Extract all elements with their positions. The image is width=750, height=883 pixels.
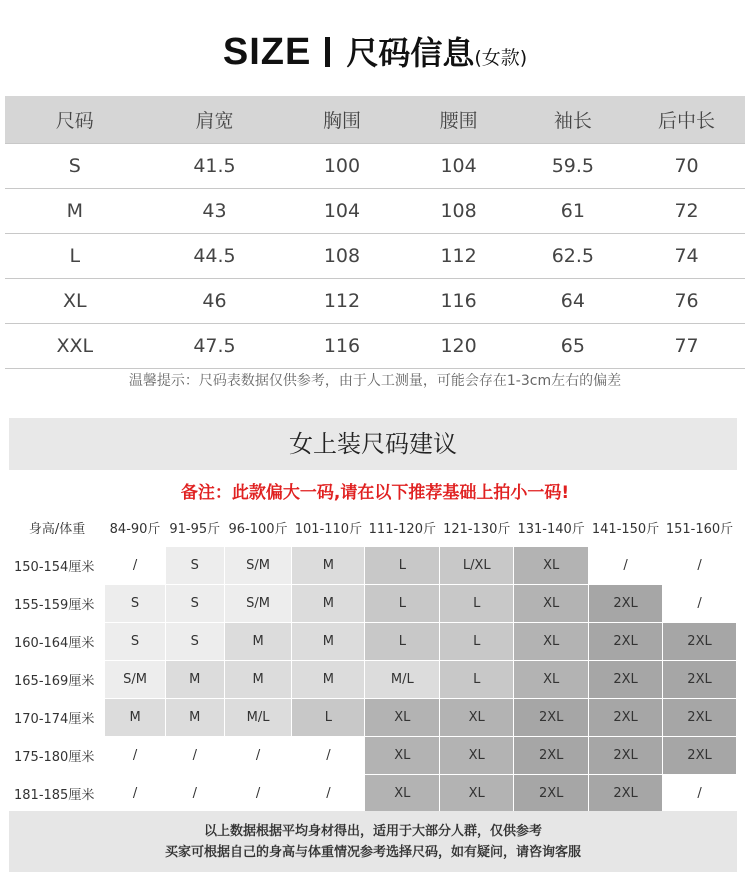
recommend-cell: 2XL xyxy=(589,775,663,813)
size-table-cell: 64 xyxy=(518,279,628,324)
size-table-cell: 47.5 xyxy=(145,324,285,369)
recommend-cell: / xyxy=(224,775,292,813)
recommend-header-row xyxy=(10,509,737,547)
size-table-row xyxy=(5,324,745,369)
recommend-cell: XL xyxy=(440,775,514,813)
recommend-cell: L xyxy=(440,585,514,623)
recommend-cell: XL xyxy=(440,699,514,737)
size-header-chest: 胸围 xyxy=(284,96,399,144)
height-label: 150-154厘米 xyxy=(10,547,105,585)
height-label: 160-164厘米 xyxy=(10,623,105,661)
height-label: 165-169厘米 xyxy=(10,661,105,699)
size-table-cell: L xyxy=(5,234,145,279)
recommend-cell: M xyxy=(292,661,365,699)
recommend-cell: L xyxy=(292,699,365,737)
recommend-row xyxy=(10,737,737,775)
footer-note xyxy=(9,811,737,872)
page-title xyxy=(0,28,750,74)
recommend-cell: / xyxy=(105,737,166,775)
size-header-back-length: 后中长 xyxy=(628,96,745,144)
recommend-corner-header: 身高/体重 xyxy=(10,509,105,547)
size-table-cell: 70 xyxy=(628,144,745,189)
recommend-cell: 2XL xyxy=(663,661,737,699)
recommend-cell: L xyxy=(440,661,514,699)
recommend-cell: S xyxy=(165,623,224,661)
size-table-row xyxy=(5,144,745,189)
recommend-cell: / xyxy=(589,547,663,585)
weight-header: 151-160斤 xyxy=(663,509,737,547)
recommend-cell: M xyxy=(224,623,292,661)
recommend-row xyxy=(10,775,737,813)
size-table-cell: XL xyxy=(5,279,145,324)
recommend-cell: L xyxy=(365,547,440,585)
size-table-cell: 72 xyxy=(628,189,745,234)
size-table-cell: 62.5 xyxy=(518,234,628,279)
recommend-cell: 2XL xyxy=(514,737,589,775)
recommend-cell: S/M xyxy=(105,661,166,699)
recommend-cell: / xyxy=(663,775,737,813)
size-header-waist: 腰围 xyxy=(400,96,518,144)
recommend-cell: M/L xyxy=(365,661,440,699)
height-label: 155-159厘米 xyxy=(10,585,105,623)
recommend-cell: M xyxy=(292,585,365,623)
weight-header: 84-90斤 xyxy=(105,509,166,547)
height-label: 181-185厘米 xyxy=(10,775,105,813)
recommend-title: 女上装尺码建议 xyxy=(9,418,737,470)
recommend-cell: L xyxy=(365,623,440,661)
measurement-tip: 温馨提示：尺码表数据仅供参考，由于人工测量，可能会存在1-3cm左右的偏差 xyxy=(128,373,622,389)
weight-header: 101-110斤 xyxy=(292,509,365,547)
recommend-cell: XL xyxy=(514,547,589,585)
size-table-cell: 44.5 xyxy=(145,234,285,279)
weight-header: 121-130斤 xyxy=(440,509,514,547)
size-table-cell: 116 xyxy=(400,279,518,324)
size-table-cell: 108 xyxy=(400,189,518,234)
recommend-cell: / xyxy=(105,547,166,585)
size-table-cell: XXL xyxy=(5,324,145,369)
recommend-cell: / xyxy=(663,585,737,623)
recommend-cell: M xyxy=(292,547,365,585)
height-label: 170-174厘米 xyxy=(10,699,105,737)
recommend-row xyxy=(10,623,737,661)
recommend-row xyxy=(10,585,737,623)
size-table-cell: 112 xyxy=(284,279,399,324)
title-divider xyxy=(325,37,330,67)
recommend-cell: S xyxy=(105,585,166,623)
recommend-cell: / xyxy=(292,775,365,813)
size-table-cell: 59.5 xyxy=(518,144,628,189)
recommend-cell: 2XL xyxy=(589,699,663,737)
size-table-cell: 104 xyxy=(284,189,399,234)
recommend-cell: 2XL xyxy=(663,737,737,775)
size-table-row xyxy=(5,234,745,279)
recommend-cell: XL xyxy=(514,623,589,661)
size-table-cell: 46 xyxy=(145,279,285,324)
weight-header: 141-150斤 xyxy=(589,509,663,547)
size-table-cell: M xyxy=(5,189,145,234)
recommend-cell: 2XL xyxy=(663,699,737,737)
size-table-cell: 112 xyxy=(400,234,518,279)
title-sub: (女款) xyxy=(474,47,528,69)
recommend-cell: 2XL xyxy=(589,737,663,775)
size-table-cell: 61 xyxy=(518,189,628,234)
weight-header: 91-95斤 xyxy=(165,509,224,547)
recommend-cell: M xyxy=(165,661,224,699)
recommend-cell: / xyxy=(105,775,166,813)
size-table-cell: 76 xyxy=(628,279,745,324)
size-table-row xyxy=(5,279,745,324)
recommend-cell: M xyxy=(165,699,224,737)
recommend-note: 备注：此款偏大一码,请在以下推荐基础上拍小一码! xyxy=(180,483,570,503)
size-table-cell: 104 xyxy=(400,144,518,189)
height-label: 175-180厘米 xyxy=(10,737,105,775)
size-table-cell: S xyxy=(5,144,145,189)
size-table-cell: 120 xyxy=(400,324,518,369)
title-en: SIZE xyxy=(222,31,312,73)
recommend-cell: XL xyxy=(365,775,440,813)
recommend-row xyxy=(10,699,737,737)
footer-line-1: 以上数据根据平均身材得出，适用于大部分人群，仅供参考 xyxy=(203,824,542,839)
size-table-cell: 108 xyxy=(284,234,399,279)
size-chart-table xyxy=(5,96,745,369)
recommend-cell: S xyxy=(105,623,166,661)
footer-line-2: 买家可根据自己的身高与体重情况参考选择尺码，如有疑问，请咨询客服 xyxy=(164,845,581,860)
recommend-cell: XL xyxy=(514,585,589,623)
size-table-cell: 41.5 xyxy=(145,144,285,189)
recommend-cell: 2XL xyxy=(514,699,589,737)
size-table-cell: 116 xyxy=(284,324,399,369)
weight-header: 131-140斤 xyxy=(514,509,589,547)
recommend-cell: XL xyxy=(365,699,440,737)
recommend-cell: XL xyxy=(440,737,514,775)
weight-header: 96-100斤 xyxy=(224,509,292,547)
size-header-sleeve: 袖长 xyxy=(518,96,628,144)
size-header-size: 尺码 xyxy=(5,96,145,144)
recommend-cell: S/M xyxy=(224,547,292,585)
recommend-cell: / xyxy=(165,775,224,813)
recommend-cell: 2XL xyxy=(589,661,663,699)
size-table-cell: 74 xyxy=(628,234,745,279)
recommend-cell: S xyxy=(165,585,224,623)
recommend-cell: 2XL xyxy=(663,623,737,661)
recommend-cell: L xyxy=(440,623,514,661)
recommend-cell: / xyxy=(224,737,292,775)
recommend-cell: 2XL xyxy=(589,585,663,623)
recommend-cell: 2XL xyxy=(514,775,589,813)
recommend-cell: M xyxy=(292,623,365,661)
size-table-row xyxy=(5,189,745,234)
recommend-cell: M/L xyxy=(224,699,292,737)
recommend-cell: / xyxy=(292,737,365,775)
recommend-cell: / xyxy=(663,547,737,585)
recommend-cell: / xyxy=(165,737,224,775)
recommend-cell: M xyxy=(224,661,292,699)
size-table-cell: 65 xyxy=(518,324,628,369)
recommend-cell: 2XL xyxy=(589,623,663,661)
size-recommend-table xyxy=(9,508,737,813)
size-header-shoulder: 肩宽 xyxy=(145,96,285,144)
recommend-cell: XL xyxy=(365,737,440,775)
recommend-cell: L/XL xyxy=(440,547,514,585)
weight-header: 111-120斤 xyxy=(365,509,440,547)
title-zh: 尺码信息 xyxy=(346,34,475,72)
recommend-row xyxy=(10,661,737,699)
size-table-cell: 77 xyxy=(628,324,745,369)
recommend-cell: S xyxy=(165,547,224,585)
size-table-header-row xyxy=(5,96,745,144)
recommend-cell: XL xyxy=(514,661,589,699)
recommend-cell: L xyxy=(365,585,440,623)
recommend-cell: M xyxy=(105,699,166,737)
size-table-cell: 100 xyxy=(284,144,399,189)
recommend-cell: S/M xyxy=(224,585,292,623)
size-table-cell: 43 xyxy=(145,189,285,234)
recommend-row xyxy=(10,547,737,585)
